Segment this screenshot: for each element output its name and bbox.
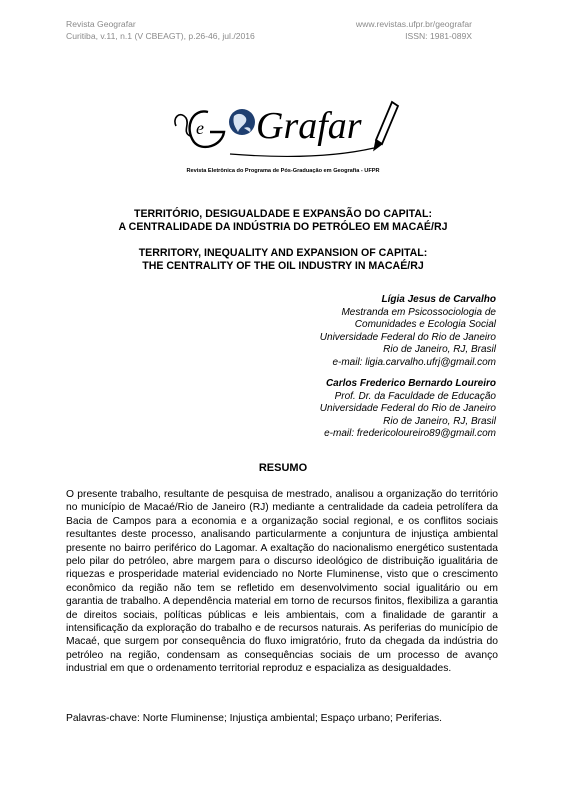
author-email: e-mail: fredericoloureiro89@gmail.com <box>324 428 496 440</box>
author-email: e-mail: ligia.carvalho.ufrj@gmail.com <box>332 356 496 368</box>
title-pt-line1: TERRITÓRIO, DESIGUALDADE E EXPANSÃO DO CAPITAL: <box>133 208 432 220</box>
author-affiliation: Comunidades e Ecologia Social <box>354 319 496 331</box>
citation: Curitiba, v.11, n.1 (V CBEAGT), p.26-46, jul./2016 <box>66 31 255 41</box>
author-location: Rio de Janeiro, RJ, Brasil <box>383 415 496 427</box>
issn: ISSN: 1981-089X <box>405 31 472 41</box>
title-en-line1: TERRITORY, INEQUALITY AND EXPANSION OF CAPITAL: <box>138 247 428 259</box>
logo-text: Grafar <box>256 105 362 147</box>
author-affiliation: Mestranda em Psicossociologia de <box>341 306 496 318</box>
abstract-heading: RESUMO <box>258 462 308 474</box>
svg-text:e: e <box>196 118 204 138</box>
title-en-line2: THE CENTRALITY OF THE OIL INDUSTRY IN MACAÉ/RJ <box>142 260 424 272</box>
author-block <box>320 378 496 441</box>
abstract-text: O presente trabalho, resultante de pesquisa de mestrado, analisou a organização do território no município de Macaé/Rio de Janeiro (RJ) mediante a centralidade da cadeia petrolífera da Bacia de Campos para a economia e a organização social regional, e os conflitos sociais resultantes deste processo, analisando particularmente a conjuntura de injustiça ambiental presente no bairro periférico do Lagomar. A exaltação do nacionalismo energético sustentada pelo pilar do petróleo, abre margem para o discurso ideológico de distribuição igualitária de riquezas e prosperidade material evidenciado no Norte Fluminense, visto que o crescimento econômico da região não tem se refletido em desenvolvimento social igualitário ou em garantia de trabalho. A dependência material em torno de recursos finitos, flexibiliza a garantia de direitos sociais, políticas públicas e leis ambientais, com a finalidade de garantir a intensificação da exploração do trabalho e de recursos naturais. As periferias do município de Macaé, que surgem por consequência do fluxo imigratório, fruto da chegada da indústria do petróleo na região, condensam as consequências sociais de um processo de avanço industrial em que o ordenamento territorial reproduz e espacializa as desigualdades. <box>66 489 498 675</box>
geografar-logo <box>170 88 400 164</box>
title-portuguese <box>0 208 566 234</box>
running-header-left <box>66 18 255 42</box>
journal-url: www.revistas.ufpr.br/geografar <box>355 19 472 29</box>
logo-caption: Revista Eletrônica do Programa de Pós-Graduação em Geografia - UFPR <box>186 168 380 174</box>
title-english <box>0 247 566 273</box>
author-block <box>320 294 496 370</box>
title-pt-line2: A CENTRALIDADE DA INDÚSTRIA DO PETRÓLEO EM MACAÉ/RJ <box>118 221 448 233</box>
author-location: Rio de Janeiro, RJ, Brasil <box>383 344 496 356</box>
journal-name: Revista Geografar <box>66 19 136 29</box>
author-affiliation: Universidade Federal do Rio de Janeiro <box>319 403 496 415</box>
author-affiliation: Universidade Federal do Rio de Janeiro <box>319 331 496 343</box>
author-name: Carlos Frederico Bernardo Loureiro <box>325 378 496 389</box>
author-name: Lígia Jesus de Carvalho <box>381 294 496 305</box>
keywords: Palavras-chave: Norte Fluminense; Injustiça ambiental; Espaço urbano; Periferias. <box>66 713 443 724</box>
author-affiliation: Prof. Dr. da Faculdade de Educação <box>334 390 496 402</box>
running-header-right <box>356 18 472 42</box>
